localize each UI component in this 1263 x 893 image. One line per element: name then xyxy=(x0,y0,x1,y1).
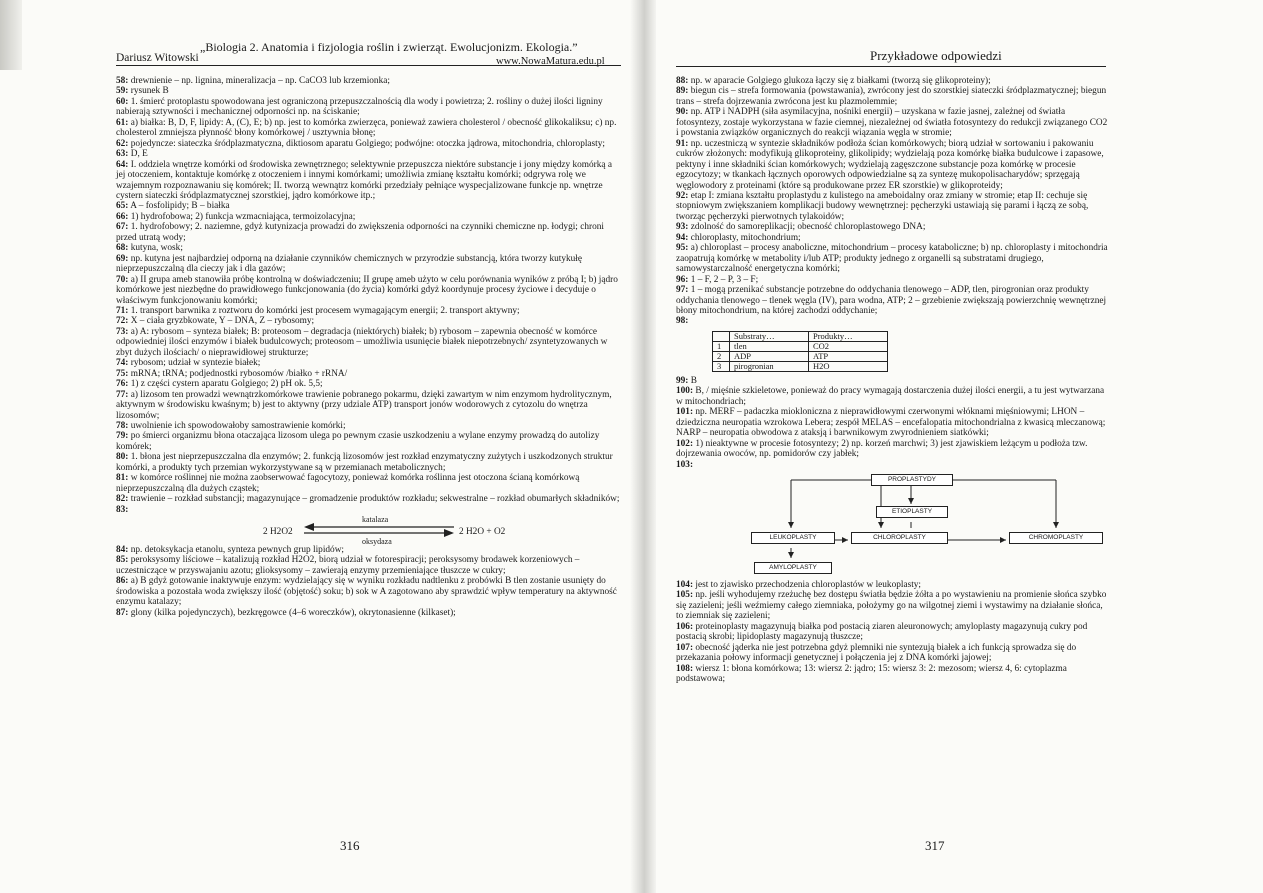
answer-entry xyxy=(676,86,1111,107)
plastid-diagram xyxy=(676,470,1111,580)
answer-entry xyxy=(676,590,1111,621)
table-cell: 1 xyxy=(713,341,730,351)
answer-number: 66: xyxy=(116,211,129,222)
equation xyxy=(116,515,621,545)
answer-number: 73: xyxy=(116,326,129,337)
answer-number: 83: xyxy=(116,504,129,515)
answer-number: 98: xyxy=(676,316,689,327)
box-chloroplasty: CHLOROPLASTY xyxy=(851,532,948,544)
answer-text: np. kutyna jest najbardziej odporną na działanie czynników chemicznych w przyrodzie substancją, która tworzy kutykułę nieprzepuszczalną dla cieczy jak i dla gazów; xyxy=(116,253,582,275)
answer-text: etap I: zmiana kształtu proplastydu z kulistego na ameboidalny oraz zmiany w stromie; etap II: cechuje się stopniowym zwiększaniem komplikacji budowy wewnętrznej: pęcherzyki ustawiają się parami i łączą ze sobą, tworząc pęcherzyki pierwotnych tylakoidów; xyxy=(676,190,1089,222)
answer-text: 1 – mogą przenikać substancje potrzebne do oddychania tlenowego – ADP, tlen, pirogronian oraz produkty oddychania tlenowego – tlenek węgla (IV), para wodna, ATP; 2 – grzebienie zwiększają powierzchnię wewnętrznej błony mitochondrium, na której zachodzi oddychanie; xyxy=(676,285,1107,316)
answer-text: kutyna, wosk; xyxy=(130,243,183,254)
answer-entry xyxy=(676,107,1111,138)
answer-number: 67: xyxy=(116,222,129,233)
answer-number: 77: xyxy=(116,389,129,400)
answer-entry xyxy=(116,201,621,211)
answer-text: 1) z części cystern aparatu Golgiego; 2) pH ok. 5,5; xyxy=(130,379,323,390)
answer-number: 70: xyxy=(116,274,129,285)
answer-entry xyxy=(676,664,1111,685)
answer-entry xyxy=(676,439,1111,460)
answer-entry xyxy=(676,275,1111,285)
right-page xyxy=(640,0,1263,893)
answer-entry xyxy=(116,358,621,368)
answer-entry xyxy=(116,379,621,389)
answer-text: biegun cis – strefa formowania (powstawania), zwrócony jest do szorstkiej siateczki śródplazmatycznej; biegun trans – strefa dojrzewania zwrócona jest ku plazmolemmie; xyxy=(676,86,1107,107)
answer-number: 97: xyxy=(676,285,689,296)
answer-text: a) chloroplast – procesy anaboliczne, mitochondrium – procesy kataboliczne; b) np. chloroplasty i mitochondria zaopatrują komórkę w metabolity i/lub ATP; produkty jednego z organelli są substratami drugiego, samowystarczalność energetyczna komórki; xyxy=(676,243,1108,275)
box-chromoplasty: CHROMOPLASTY xyxy=(1009,532,1103,544)
answer-entry xyxy=(116,139,621,149)
answer-number: 62: xyxy=(116,138,129,149)
answer-entry xyxy=(676,191,1111,222)
page-number-right: 317 xyxy=(925,838,945,853)
answer-number: 85: xyxy=(116,555,129,566)
right-header-rule xyxy=(676,66,1106,67)
answer-number: 94: xyxy=(676,232,689,243)
answer-entry xyxy=(116,431,621,452)
answer-number: 79: xyxy=(116,431,129,442)
answer-entry xyxy=(116,369,621,379)
answer-entry xyxy=(676,316,1111,326)
answer-text: chloroplasty, mitochondrium; xyxy=(690,232,801,243)
answer-number: 103: xyxy=(676,459,694,470)
answer-entry xyxy=(676,407,1111,438)
answer-entry xyxy=(116,149,621,159)
left-answers xyxy=(116,76,621,618)
answer-text: A – fosfolipidy; B – białka xyxy=(130,201,230,212)
table-cell: H2O xyxy=(809,361,888,371)
answer-number: 88: xyxy=(676,76,689,86)
answer-text: I. oddziela wnętrze komórki od środowiska zewnętrznego; selektywnie przepuszcza niektóre substancje i jony między komórką a jej otoczeniem, kontaktuje komórkę z otoczeniem i innymi komórkami; umożliwia zmianę kształtu komórki; odgrywa rolę we wzajemnym rozpoznawaniu się komórek; II. tworzą wewnątrz komórki przedziały pełniące wyspecjalizowane funkcje np. wnętrze cystern siateczki śródplazmatycznej szorstkiej, jądro komórkowe itp.; xyxy=(116,159,612,201)
table-row xyxy=(713,361,888,371)
answer-text: w komórce roślinnej nie można zaobserwować fagocytozy, ponieważ komórka roślinna jest otoczona ścianą komórkową nieprzepuszczalną dla dużych cząstek; xyxy=(116,473,580,494)
answer-number: 105: xyxy=(676,590,694,601)
answer-entry xyxy=(116,494,621,504)
table-cell: pirogronian xyxy=(730,361,809,371)
answer-number: 92: xyxy=(676,190,689,201)
box-proplastydy: PROPLASTYDY xyxy=(871,474,953,486)
equation-left: 2 H2O2 xyxy=(263,527,293,538)
answer-entry xyxy=(116,421,621,431)
right-answers xyxy=(676,76,1111,684)
right-header: Przykładowe odpowiedzi xyxy=(870,48,1002,63)
answer-number: 108: xyxy=(676,663,694,674)
answer-text: np. jeśli wyhodujemy rzeżuchę bez dostępu światła będzie żółta a po wystawieniu na promienie słońca szybko się zazieleni; jeśli weźmiemy całego ziemniaka, położymy go na wilgotnej ziemi i wystawimy na działanie słońca, to ziemniak się zazieleni; xyxy=(676,590,1107,622)
answer-entry xyxy=(676,222,1111,232)
answer-text: a) białka: B, D, F, lipidy: A, (C), E; b) np. jest to komórka zwierzęca, ponieważ zawiera cholesterol / obecność glikokaliksu; c) np. cholesterol zmniejsza płynność błony komórkowej / usztywnia błonę; xyxy=(116,117,617,139)
answer-text: mRNA; tRNA; podjednostki rybosomów /białko + rRNA/ xyxy=(130,368,348,379)
answer-text: B xyxy=(690,375,697,386)
answer-entry xyxy=(116,390,621,421)
box-leukoplasty: LEUKOPLASTY xyxy=(751,532,835,544)
answer-entry xyxy=(116,316,621,326)
answer-number: 82: xyxy=(116,494,129,505)
equation-bottom: oksydaza xyxy=(362,537,392,547)
box-etioplasty: ETIOPLASTY xyxy=(876,506,948,518)
answer-entry xyxy=(676,622,1111,643)
answer-entry xyxy=(116,212,621,222)
answer-text: np. w aparacie Golgiego glukoza łączy się z białkami (tworzą się glikoproteiny); xyxy=(690,76,991,86)
answer-text: X – ciała gryzbkowate, Y – DNA, Z – rybosomy; xyxy=(130,316,315,327)
header-author: Dariusz Witowski xyxy=(116,52,199,64)
answer-number: 90: xyxy=(676,107,689,118)
answer-text: peroksysomy liściowe – katalizują rozkład H2O2, biorą udział w fotorespiracji; peroksysomy brodawek korzeniowych – uczestniczące w przyswajaniu azotu; glioksysomy – zawierają enzymy przemieniające tłuszcze w cukry; xyxy=(116,555,580,576)
answer-text: rysunek B xyxy=(130,86,169,97)
answer-entry xyxy=(116,254,621,275)
table-header-num xyxy=(713,331,730,341)
diagram-arrows xyxy=(676,470,1111,580)
header-rule xyxy=(116,65,621,66)
table-cell: ADP xyxy=(730,351,809,361)
answer-number: 104: xyxy=(676,579,694,590)
answer-text: rybosom; udział w syntezie białek; xyxy=(130,358,261,369)
equation-top: katalaza xyxy=(362,515,389,525)
answer-number: 100: xyxy=(676,386,694,397)
answer-number: 84: xyxy=(116,545,129,556)
answer-text: jest to zjawisko przechodzenia chloroplastów w leukoplasty; xyxy=(695,579,922,590)
answer-entry xyxy=(116,555,621,576)
header-title: „Biologia 2. Anatomia i fizjologia roślin i zwierząt. Ewolucjonizm. Ekologia.” xyxy=(200,40,578,54)
answer-text: B, / mięśnie szkieletowe, ponieważ do pracy wymagają dostarczenia dużej ilości energii, a tu jest wytwarzana w mitochondriach; xyxy=(676,386,1105,407)
table-cell: ATP xyxy=(809,351,888,361)
answer-entry xyxy=(116,97,621,118)
answer-text: uwolnienie ich spowodowałoby samostrawienie komórki; xyxy=(130,420,346,431)
answer-entry xyxy=(116,76,621,86)
answer-text: 1. śmierć protoplastu spowodowana jest ograniczoną przepuszczalnością dla wody i powietrza; 2. rośliny o dużej ilości ligniny nabierają sztywności i mechanicznej odporności np. na ściskanie; xyxy=(116,96,603,118)
answer-number: 106: xyxy=(676,621,694,632)
answer-entry xyxy=(116,505,621,515)
table-row xyxy=(713,351,888,361)
answer-text: 1 – F, 2 – P, 3 – F; xyxy=(690,274,759,285)
answer-number: 75: xyxy=(116,368,129,379)
answer-entry xyxy=(676,643,1111,664)
answer-entry xyxy=(116,118,621,139)
answer-number: 91: xyxy=(676,138,689,149)
answer-text: po śmierci organizmu błona otaczająca lizosom ulega po pewnym czasie uszkodzeniu a wylane enzymy prowadzą do autolizy komórek; xyxy=(116,431,600,452)
answer-text: zdolność do samoreplikacji; obecność chloroplastowego DNA; xyxy=(690,222,926,233)
header-url: www.NowaMatura.edu.pl xyxy=(496,56,605,67)
answer-text: 1. transport barwnika z roztworu do komórki jest procesem wymagającym energii; 2. transport aktywny; xyxy=(130,305,520,316)
answer-text: glony (kilka pojedynczych), bezkręgowce (4–6 woreczków), okrytonasienne (kilkaset); xyxy=(130,607,456,618)
answer-entry xyxy=(676,386,1111,407)
box-amyloplasty: AMYLOPLASTY xyxy=(754,562,832,574)
answer-entry xyxy=(116,452,621,473)
answer-entry xyxy=(116,160,621,202)
page-number-left: 316 xyxy=(340,838,360,853)
answer-text: np. MERF – padaczka miokloniczna z nieprawidłowymi czerwonymi włóknami mięśniowymi; LHON – dziedziczna neuropatia wzrokowa Lebera; zespół MELAS – encefalopatia mitochondrialna z kwasicą mleczanową; NARP – neuropatia obwodowa z ataksją i barwnikowym zwyrodnieniem siatkówki; xyxy=(676,407,1106,439)
answer-entry xyxy=(676,376,1111,386)
answer-number: 58: xyxy=(116,76,129,86)
answer-number: 74: xyxy=(116,358,129,369)
table-cell: 2 xyxy=(713,351,730,361)
answer-number: 96: xyxy=(676,274,689,285)
answer-entry xyxy=(676,139,1111,191)
answer-entry xyxy=(116,86,621,96)
answer-number: 80: xyxy=(116,452,129,463)
answer-text: np. ATP i NADPH (siła asymilacyjna, nośniki energii) – uzyskana w fazie jasnej, zależnej od światła fotosyntezy, zostaje wykorzystana w fazie ciemnej, niezależnej od światła fotosyntezy do redukcji związanego CO2 i powstania związków organicznych do reakcji wiązania węgla w stromie; xyxy=(676,107,1108,139)
answer-number: 101: xyxy=(676,407,694,418)
answer-text: drewnienie – np. lignina, mineralizacja – np. CaCO3 lub krzemionka; xyxy=(130,76,390,86)
table-header-products: Produkty… xyxy=(809,331,888,341)
answer-entry xyxy=(116,306,621,316)
answer-number: 60: xyxy=(116,96,129,107)
answer-number: 63: xyxy=(116,149,129,160)
answer-text: np. detoksykacja etanolu, synteza pewnych grup lipidów; xyxy=(130,545,344,556)
answer-number: 76: xyxy=(116,379,129,390)
answer-entry xyxy=(116,243,621,253)
answer-entry xyxy=(676,460,1111,470)
answer-text: trawienie – rozkład substancji; magazynujące – gromadzenie produktów rozkładu; sekwestralne – rozkład obumarłych składników; xyxy=(130,494,620,505)
answer-number: 86: xyxy=(116,576,129,587)
answer-entry xyxy=(676,285,1111,316)
table-header-substrates: Substraty… xyxy=(730,331,809,341)
equation-right: 2 H2O + O2 xyxy=(459,527,506,538)
answer-text: a) II grupa ameb stanowiła próbę kontrolną w doświadczeniu; II grupę ameb użyto w celu porównania wyników z próbą I; b) jądro komórkowe jest niezbędne do prawidłowego funkcjonowania (do życia) komórki gdyż koordynuje procesy życiowe i decyduje o właściwym funkcjonowaniu komórki; xyxy=(116,274,618,306)
answer-number: 87: xyxy=(116,607,129,618)
answer-number: 64: xyxy=(116,159,129,170)
answer-entry xyxy=(116,327,621,358)
answer-text: obecność jąderka nie jest potrzebna gdyż plemniki nie syntezują białek a ich funkcją sprowadza się do przekazania połowy informacji genetycznej i połączenia jej z DNA komórki jajowej; xyxy=(676,642,1077,664)
answer-number: 61: xyxy=(116,117,129,128)
answer-number: 102: xyxy=(676,438,694,449)
answer-number: 93: xyxy=(676,222,689,233)
answer-text: 1) hydrofobowa; 2) funkcja wzmacniająca, termoizolacyjna; xyxy=(130,211,356,222)
table-cell: tlen xyxy=(730,341,809,351)
answer-number: 81: xyxy=(116,473,129,484)
answer-entry xyxy=(116,222,621,243)
answer-text: pojedyncze: siateczka śródplazmatyczna, diktiosom aparatu Golgiego; podwójne: otoczka jądrowa, mitochondria, chloroplasty; xyxy=(130,138,605,149)
answer-text: a) lizosom ten prowadzi wewnątrzkomórkowe trawienie pobranego pokarmu, dzięki zawartym w nim enzymom hydrolitycznym, aktywnym w środowisku kwaśnym; b) jest to aktywny (przy udziale ATP) transport jonów wodorowych z cytozolu do wnętrza lizosomów; xyxy=(116,389,612,421)
answer-text: np. uczestniczą w syntezie składników podłoża ścian komórkowych; biorą udział w sortowaniu i pakowaniu cukrów złożonych: modyfikują glikoproteiny, glikolipidy; wydzielają poza komórkę białka budulcowe i zapasowe, pektyny i inne składniki ścian komórkowych; wydzielają zagęszczone substancje poza komórkę w procesie egzocytozy; w tkankach łącznych oporowych odpowiedzialne są za syntezę mukopolisacharydów; sprzęgają węglowodory z proteinami (które są produkowane przez ER szorstkie) w glikoproteidy; xyxy=(676,138,1104,191)
answer-number: 68: xyxy=(116,243,129,254)
answer-entry xyxy=(676,76,1111,86)
answer-number: 59: xyxy=(116,86,129,97)
answer-entry xyxy=(676,243,1111,274)
answer-text: wiersz 1: błona komórkowa; 13: wiersz 2: jądro; 15: wiersz 3: 2: mezosom; wiersz 4, 6: cytoplazma podstawowa; xyxy=(676,663,1067,685)
answer-number: 107: xyxy=(676,642,694,653)
answer-number: 72: xyxy=(116,316,129,327)
answer-number: 89: xyxy=(676,86,689,97)
answer-entry xyxy=(676,233,1111,243)
reversible-arrow-icon xyxy=(304,523,454,537)
table-row xyxy=(713,341,888,351)
answer-text: proteinoplasty magazynują białka pod postacią ziaren aleuronowych; amyloplasty magazynują cukry pod postacią skrobi; lipidoplasty magazynują tłuszcze; xyxy=(676,621,1088,643)
answer-text: D, E xyxy=(130,149,148,160)
answer-number: 78: xyxy=(116,420,129,431)
answer-entry xyxy=(116,473,621,494)
table-cell: CO2 xyxy=(809,341,888,351)
answer-text: 1. hydrofobowy; 2. naziemne, gdyż kutynizacja prowadzi do zwiększenia odporności na czynniki chemiczne np. łodygi; chroni przed utratą wody; xyxy=(116,222,604,243)
answer-entry xyxy=(676,580,1111,590)
answer-number: 95: xyxy=(676,243,689,254)
table-cell: 3 xyxy=(713,361,730,371)
answer-entry xyxy=(116,576,621,607)
answer-text: 1. błona jest nieprzepuszczalna dla enzymów; 2. funkcją lizosomów jest rozkład enzymatyczny zużytych i uszkodzonych struktur komórki, a produkty tych przemian wykorzystywane są w przemianach metabolicznych; xyxy=(116,452,613,473)
answer-number: 65: xyxy=(116,201,129,212)
answer-number: 71: xyxy=(116,305,129,316)
answer-entry xyxy=(116,275,621,306)
answer-number: 99: xyxy=(676,375,689,386)
answer-text: a) A: rybosom – synteza białek; B: proteosom – degradacja (niektórych) białek; b) rybosom – zapewnia obecność w komórce odpowiedniej ilości enzymów i białek budulcowych; proteosom – umożliwia usunięcie białek niepotrzebnych/ zsyntetyzowanych w zbyt dużych ilościach/ o nieprawidłowej strukturze; xyxy=(116,326,608,358)
substrate-table xyxy=(712,331,888,372)
answer-text: 1) nieaktywne w procesie fotosyntezy; 2) np. korzeń marchwi; 3) jest zjawiskiem leżącym u podłoża tzw. dojrzewania owoców, np. pomidorów czy jabłek; xyxy=(676,438,1088,460)
answer-entry xyxy=(116,608,621,618)
answer-number: 69: xyxy=(116,253,129,264)
answer-text: a) B gdyż gotowanie inaktywuje enzym: wydzielający się w wyniku rozkładu nadtlenku z probówki B tlen zostanie usunięty do środowiska a pozostała woda zwiększy ilość (objętość) soku; b) sok w A zagotowano aby sprawdzić wpływ temperatury na aktywność enzymu katalazy; xyxy=(116,576,617,608)
